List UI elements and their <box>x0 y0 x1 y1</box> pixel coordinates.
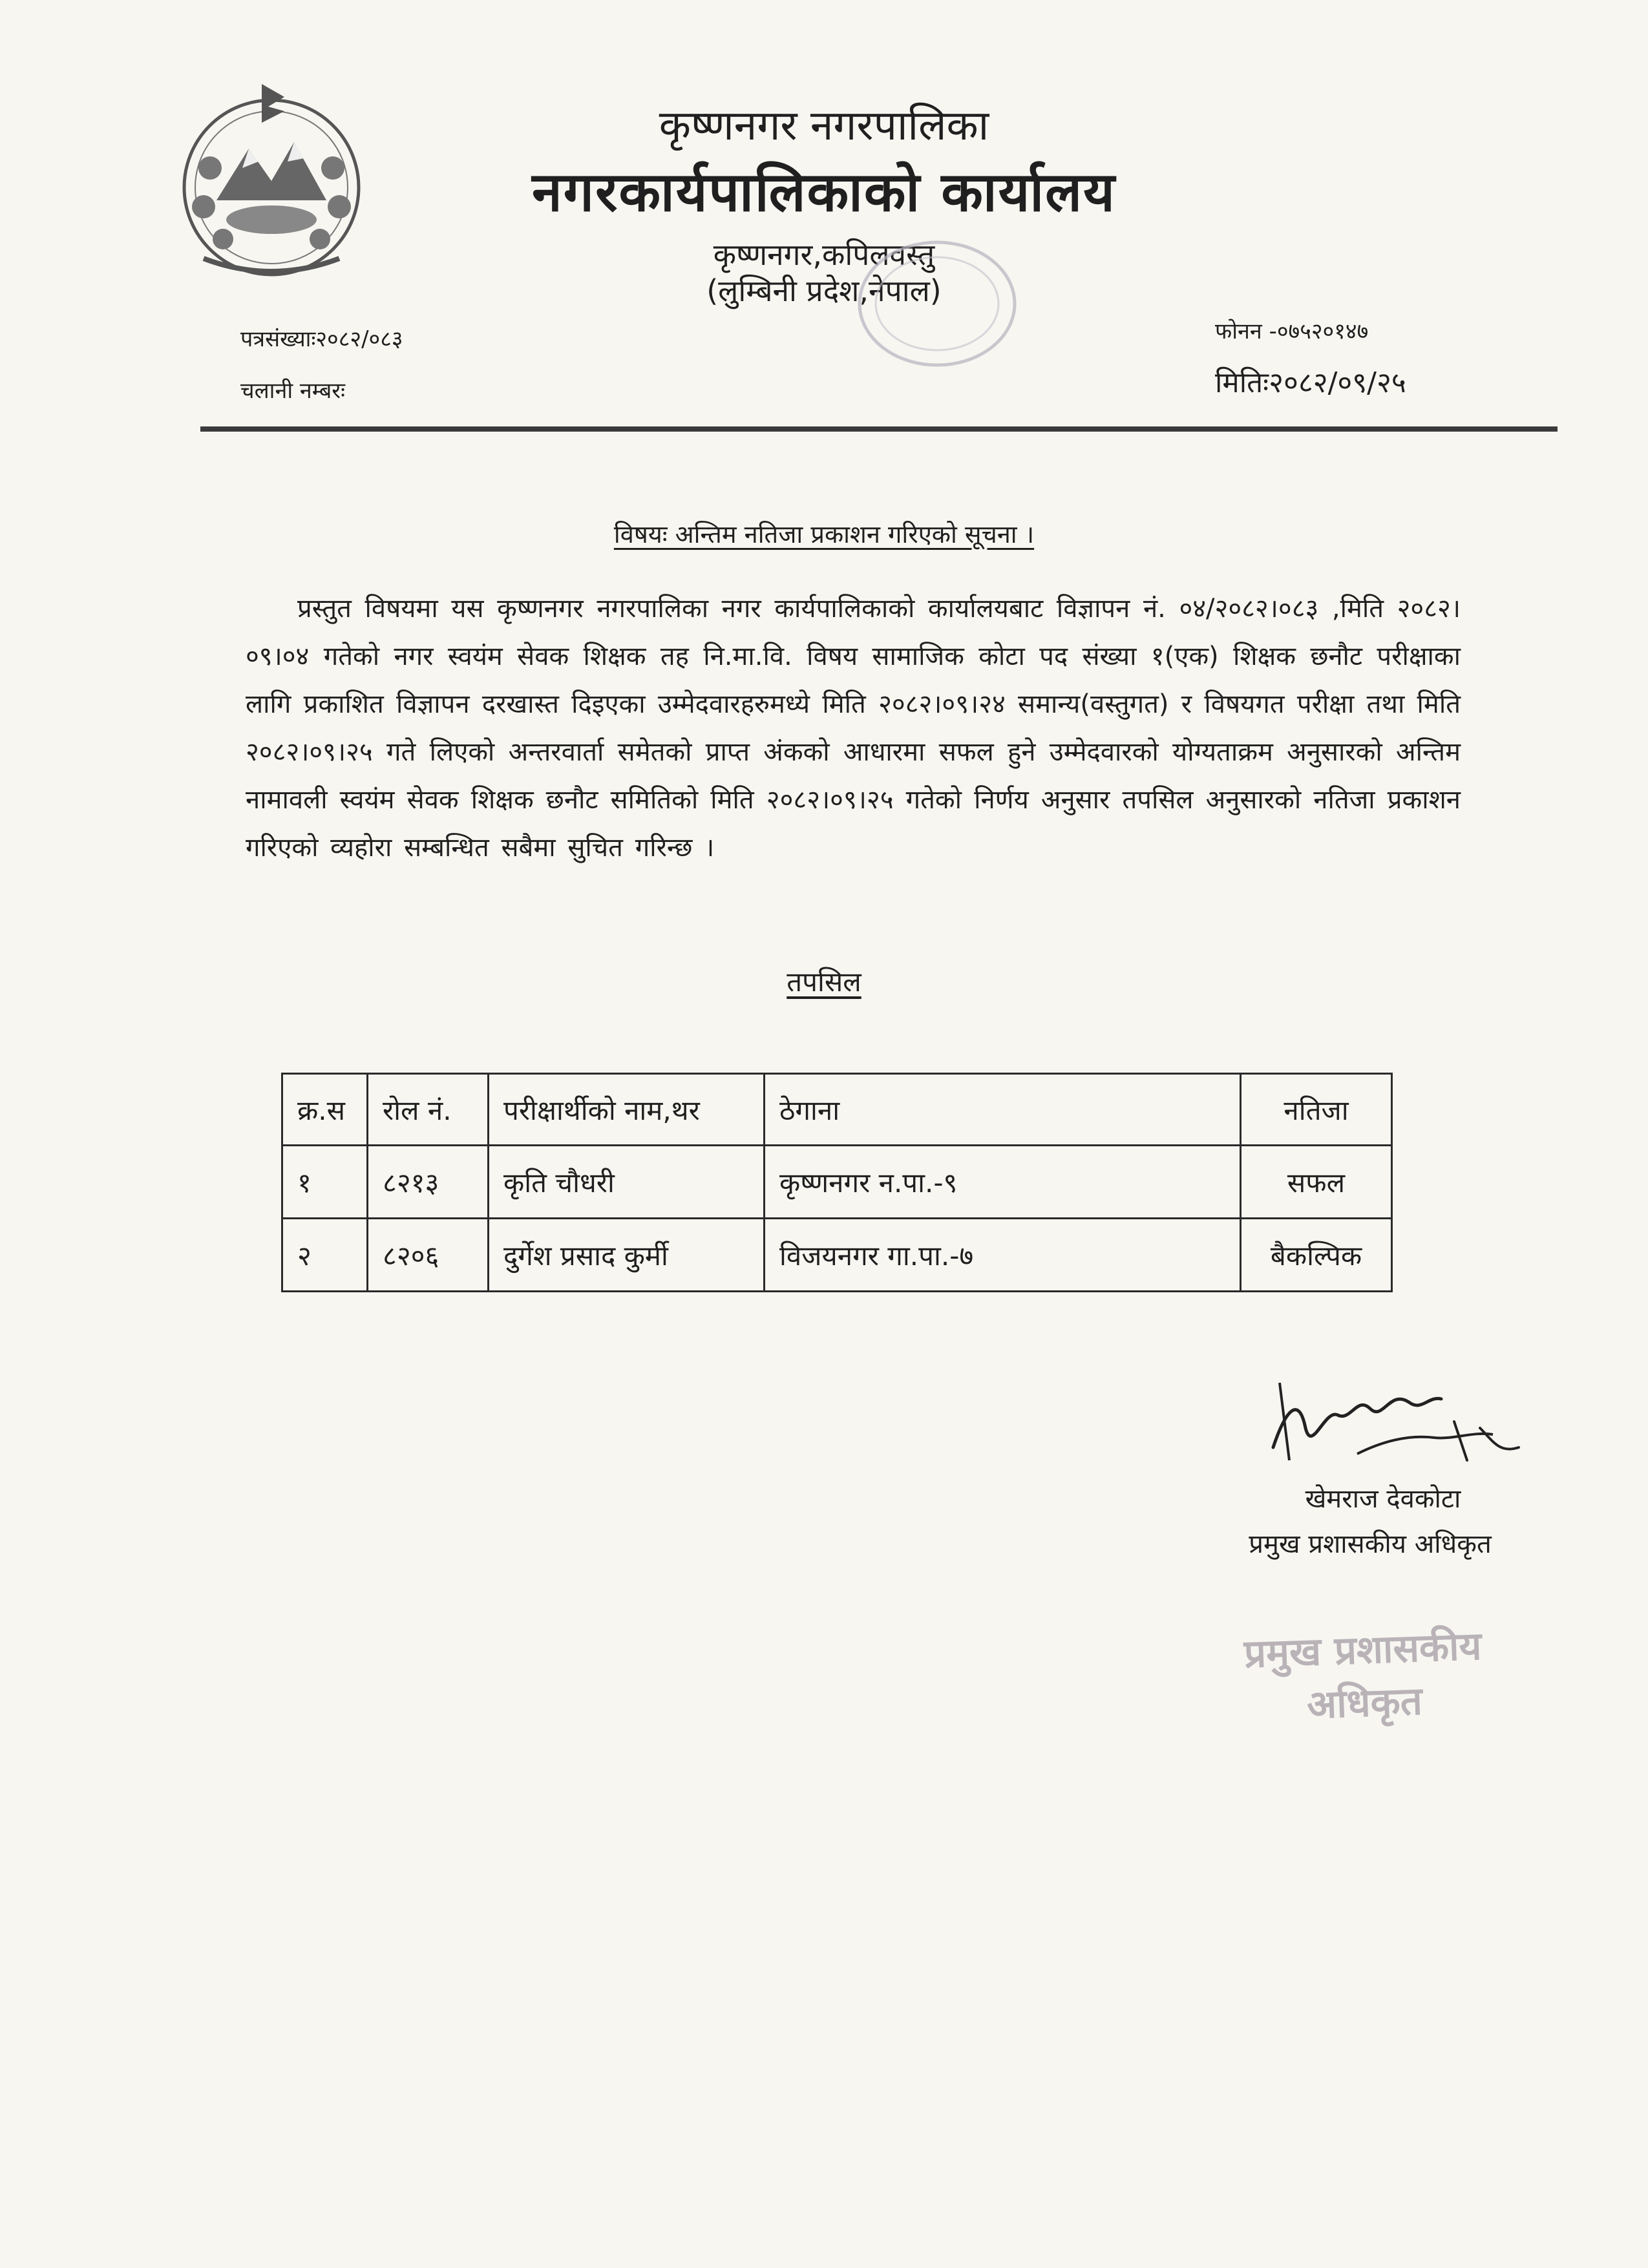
signatory-name: खेमराज देवकोटा <box>1305 1484 1461 1514</box>
header-divider <box>200 426 1558 432</box>
signatory-title: प्रमुख प्रशासकीय अधिकृत <box>1249 1529 1492 1559</box>
table-header-row <box>282 1074 1392 1146</box>
cell-serial: २ <box>282 1219 368 1292</box>
letter-date: मितिः२०८२/०९/२५ <box>1215 366 1406 399</box>
office-province: (लुम्बिनी प्रदेश,नेपाल) <box>706 273 942 308</box>
result-table <box>281 1073 1393 1292</box>
office-name: नगरकार्यपालिकाको कार्यालय <box>532 160 1116 224</box>
cell-name: दुर्गेश प्रसाद कुर्मी <box>489 1219 765 1292</box>
col-address: ठेगाना <box>765 1074 1241 1146</box>
col-result: नतिजा <box>1241 1074 1392 1146</box>
table-row <box>282 1146 1392 1219</box>
col-serial: क्र.स <box>282 1074 368 1146</box>
col-roll: रोल नं. <box>368 1074 489 1146</box>
notice-body: प्रस्तुत विषयमा यस कृष्णनगर नगरपालिका नगर कार्यपालिकाको कार्यालयबाट विज्ञापन नं. ०४/२०८२।०८३ ,मिति २०८२।०९।०४ गतेको नगर स्वयंम सेवक शिक्षक तह नि.मा.वि. विषय सामाजिक कोटा पद संख्या १(एक) शिक्षक छनौट परीक्षाका लागि प्रकाशित विज्ञापन दरखास्त दिइएका उम्मेदवारहरुमध्ये मिति २०८२।०९।२४ समान्य(वस्तुगत) र विषयगत परीक्षा तथा मिति २०८२।०९।२५ गते लिएको अन्तरवार्ता समेतको प्राप्त अंकको आधारमा सफल हुने उम्मेदवारको योग्यताक्रम अनुसारको अन्तिम नामावली स्वयंम सेवक शिक्षक छनौट समितिको मिति २०८२।०९।२५ गतेको निर्णय अनुसार तपसिल अनुसारको नतिजा प्रकाशन गरिएको व्यहोरा सम्बन्धित सबैमा सुचित गरिन्छ । <box>246 594 1461 863</box>
cell-result: सफल <box>1241 1146 1392 1219</box>
designation-stamp: प्रमुख प्रशासकीय अधिकृत <box>1243 1623 1483 1728</box>
cell-result: बैकल्पिक <box>1241 1219 1392 1292</box>
office-stamp-icon <box>840 213 1034 381</box>
handwritten-signature-icon <box>1260 1370 1532 1480</box>
table-row <box>282 1219 1392 1292</box>
cell-name: कृति चौधरी <box>489 1146 765 1219</box>
cell-address: कृष्णनगर न.पा.-९ <box>765 1146 1241 1219</box>
municipality-name: कृष्णनगर नगरपालिका <box>659 102 989 150</box>
cell-address: विजयनगर गा.पा.-७ <box>765 1219 1241 1292</box>
cell-roll: ८२१३ <box>368 1146 489 1219</box>
cell-roll: ८२०६ <box>368 1219 489 1292</box>
patra-sankhya: पत्रसंख्याः२०८२/०८३ <box>240 326 403 352</box>
subject-line: विषयः अन्तिम नतिजा प्रकाशन गरिएको सूचना । <box>613 520 1035 549</box>
col-name: परीक्षार्थीको नाम,थर <box>489 1074 765 1146</box>
phone-number: फोनन -०७५२०१४७ <box>1215 319 1369 344</box>
office-location: कृष्णनगर,कपिलवस्तु <box>713 237 935 272</box>
chalani-number: चलानी नम्बरः <box>240 378 346 404</box>
tapasil-heading: तपसिल <box>787 966 861 998</box>
cell-serial: १ <box>282 1146 368 1219</box>
